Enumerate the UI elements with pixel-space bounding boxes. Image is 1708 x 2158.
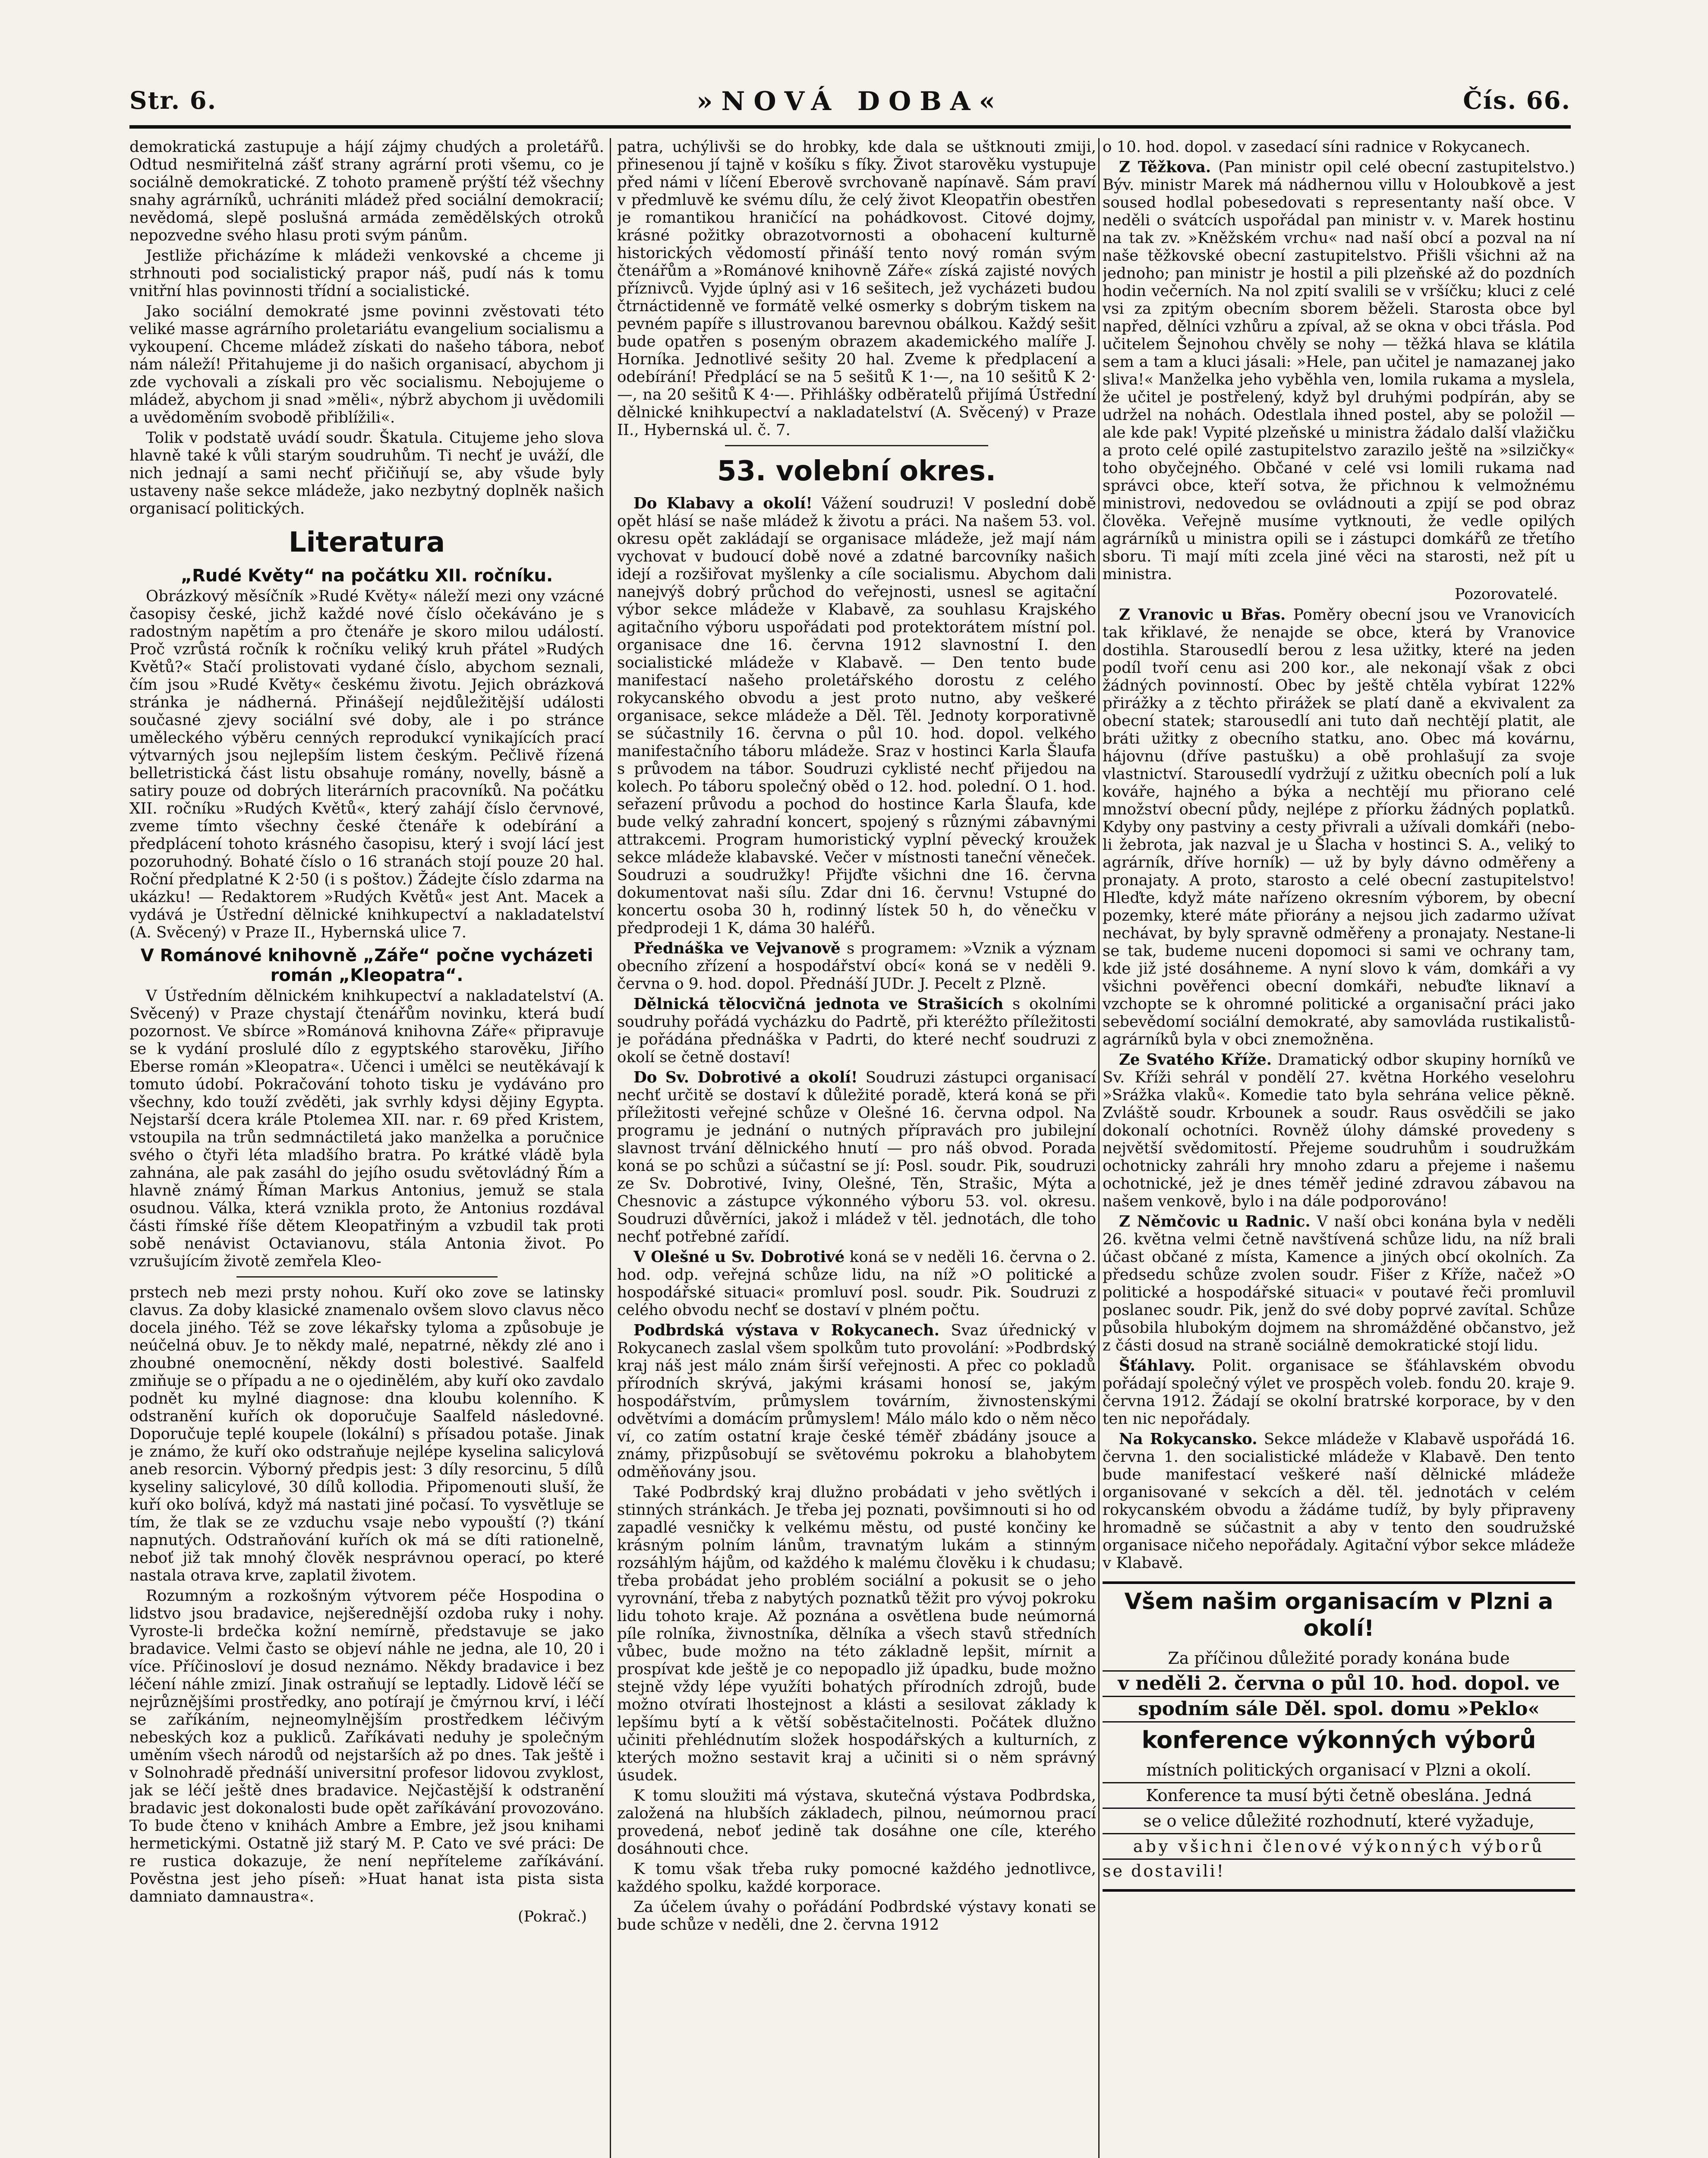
page-number: Str. 6. [129,86,217,115]
section-heading-literatura: Literatura [288,527,445,558]
continued-note: (Pokrač.) [517,1908,587,1925]
news-text: Sekce mládeže v Klabavě uspořádá 16. června 1. den socialistické mládeže v Klabavě. Den tento bude manifestací veškeré naší dělnické mládeže organisované v sekcích a děl. těl. jednotách v celém rokycanském obvodu a žádáme tudíž, by byly připraveny hromadně se súčastnit a aby v tento den soudružské organisace ničeho nepořádaly. Agitační výbor sekce mládeže v Klabavě. [1103,1430,1575,1572]
article-paragraph: Jako sociální demokraté jsme povinni zvěstovati této veliké masse agrárního proletariátu evangelium socialismu a vykoupení. Chceme mládež získati do našeho tábora, neboť nám náleží! Přitahujeme ji do našich organisací, abychom ji zde vychovali a získali pro věc socialismu. Nebojujeme o mládež, abychom ji snad »měli«, nýbrž abychom ji uvědomili a uvědoměním svobodě přiblížili«. [129,303,604,426]
news-text: Polit. organisace se šťáhlavském obvodu pořádají společný výlet ve prospěch voleb. fondu 20. kraje 9. června 1912. Žádají se okolní bratrské korporace, by v den ten nic nepořádaly. [1103,1357,1575,1428]
masthead-title: »NOVÁ DOBA« [696,86,1004,117]
announcement-line: se o velice důležité rozhodnutí, které vyžaduje, [1103,1809,1575,1834]
article-paragraph: K tomu sloužiti má výstava, skutečná výstava Podbrdska, založená na hlubších základech, pilnou, neúmornou prací provedená, neboť jedině tak dosáhne one cíle, kterého dosáhnouti chce. [617,1787,1096,1858]
news-lead: Přednáška ve Vejvanově [633,940,841,957]
announcement-line: místních politických organisací v Plzni a okolí. [1103,1758,1575,1783]
news-lead: Ze Svatého Kříže. [1119,1051,1272,1069]
section-divider [725,445,989,446]
announcement-line: aby všichni členové výkonných výborů [1103,1834,1575,1860]
article-paragraph: patra, uchýlivši se do hrobky, kde dala se uštknouti zmiji, přinesenou jí tajně v košíku s fíky. Život starověku vystupuje před námi v líčení Eberově svrchovaně napínavě. Sám praví v předmluvě ke svému dílu, že celý život Kleopatřin obestřen je romantikou hraničící na pohádkovost. Citové dojmy, krásné požitky obrazotvornosti a obohacení kulturně historických vědomostí přináší tento nový román svým čtenářům a »Románové knihovně Záře« získá zajisté nových příznivců. Vyjde úplný asi v 16 sešitech, jež vycházeti budou čtrnáctidenně ve formátě velké osmerky s dobrým tiskem na pevném papíře s illustrovanou barevnou obálkou. Každý sešit bude opatřen s poseným obrazem akademického malíře J. Horníka. Jednotlivé sešity 20 hal. Zveme k předplacení a odebírání! Předplácí se na 5 sešitů K 1·—, na 10 sešitů K 2·—, na 20 sešitů K 4·—. Přihlášky odběratelů přijímá Ústřední dělnické knihkupectví a nakladatelství (A. Svěcený) v Praze II., Hybernská ul. č. 7. [617,138,1096,439]
news-text: Poměry obecní jsou ve Vranovicích tak křiklavé, že nenajde se obce, která by Vranovice dostihla. Starousedlí berou z lesa užitky, které na jeden podíl tvoří cenu asi 200 kor., ale nekonají však z obci žádných povinností. Obec by ještě chtěla vybírat 122% přirážky a z těchto přirážek se platí daně a ekvivalent za obecní statek; starousedlí ani tuto daň nechtějí platit, ale bráti užitky z obecního statku, ano. Obec má kovárnu, hájovnu (dříve pastušku) a obě prohlašují za svoje vlastnictví. Starousedlí vydržují z užitku obecních polí a luk kováře, hajného a býka a nechtějí mu přiorano celé množství obecní půdy, nejlépe z příorku žádných poplatků. Kdyby ony pastviny a cesty přivrali a užívali domkáři (nebo-li žebrota, jak nazval je u Šlacha v hostinci S. A., veliký to agrárník, dříve horník) — už by byly dávno odměřeny a pronajaty. A proto, starosto a celé obecní zastupitelstvo! Hleďte, když máte nařízeno okresním výborem, by obecní pozemky, které máte přiorány a nejsou jich zadarmo užívat nechávat, by byly spravně odměřeny a pronajaty. Nestane-li se tak, budeme nuceni dopomoci si sami ve ochrany tam, kde již jsté dosáhneme. A nyní slovo k vám, domkáři a vy všichni pověřenci obecní domkáři, nebuďte liknaví a vzchopte se k ohromné politické a organisační práci jako sebevědomí sociální demokraté, aby samovláda rustikalistů-agrárníků byla v obci znemožněna. [1103,606,1575,1048]
news-lead: Na Rokycansko. [1119,1430,1257,1448]
article-paragraph: K tomu však třeba ruky pomocné každého jednotlivce, každého spolku, každé korporace. [617,1860,1096,1896]
column-middle [617,138,1096,2158]
announcement-title: Všem našim organisacím v Plzni a okolí! [1124,1589,1554,1641]
page-header [129,78,1571,125]
news-text: koná se v neděli 16. června o 2. hod. odp. veřejná schůze lidu, na níž »O politické a hospodářské situaci« promluví posl. soudr. Pik. Soudruzi z celého obvodu nechť se dostaví v plném počtu. [617,1248,1096,1319]
news-text: (Pan ministr opil celé obecní zastupitelstvo.) Býv. ministr Marek má nádhernou villu v Holoubkově a jest soused hodlal pobesedovati s representanty naší obce. V neděli o svátcích uspořádal pan ministr v. v. Marek hostinu na tak zv. »Kněžském vrchu« nad naší obcí a pozval na ní naše těžkovské obecní zastupitelstvo. Přišli všichni až na jednoho; pan ministr je hostil a pili plzeňské až do pozdních hodin večerních. Na nol zpití svalili se v vršíčku; kluci z celé vsi za zpitým obecním sborem běželi. Starosta obce byl napřed, dělníci vzhůru a zpíval, až se okna v obci třásla. Pod učitelem Šejnohou chvěly se nohy — těžká hlava se klátila sem a tam a kluci jásali: »Hele, pan učitel je namazanej jako sliva!« Manželka jeho vyběhla ven, lomila rukama a myslela, že učitel je postřelený, když byl druhými podpírán, aby se udržel na nohách. Odestlala ihned postel, aby se položil — ale kde pak! Vypité plzeňské u ministra žádalo další vlažičku a proto celé opilé zastupitelstvo zarazilo ještě na »silzičky« toho obyčejného. Občané v celé vsi lomili rukama nad správci obce, kteří sotva, že přichnou k velmožnému ministrovi, nedovedou se ovládnouti a zpijí se pod obraz člověka. Veřejně musíme vytknouti, že vedle opilých agrárníků u ministra opili se i zástupci domkářů ze třetího sboru. Ti mají míti zcela jiné věci na starosti, než pít u ministra. [1103,158,1575,583]
news-text: s okolními soudruhy pořádá vycházku do Padrtě, při kteréžto příležitosti je pořádána přednáška v Padrti, do které nechť soudruzi z okolí se četně dostaví! [617,995,1096,1066]
article-paragraph: prstech neb mezi prsty nohou. Kuří oko zove se latinsky clavus. Za doby klasické znamenalo ovšem slovo clavus něco docela jiného. Též se zove lékařsky tyloma a způsobuje je neúčelná obuv. Je to někdy malé, nepatrné, někdy zlé ano i zhoubné onemocnění, někdy dosti bolestivé. Saalfeld zmiňuje se o případu a ne o ojedinělém, aby kuří oko zavdalo podnět ku mylné diagnose: dna kloubu kolenního. K odstranění kuřích ok doporučuje Saalfeld následovné. Doporučuje teplé koupele (lokální) s přísadou potaše. Jinak je známo, že kuří oko odstraňuje nejlépe kyselina salicylová aneb resorcin. Výborný předpis jest: 3 díly resorcinu, 5 dílů kyseliny salicylové, 30 dílů kollodia. Připomenouti sluší, že kuří oko bolívá, když má nastati jiné počasí. To vysvětluje se tím, že tlak se ze vzduchu vsaje nebo vypouští (?) tkání napnutých. Odstraňování kuřích ok má se díti rationelně, neboť již tak mnohý člověk nesprávnou operací, po které nastala otrava krve, zaplatil životem. [129,1284,604,1584]
announcement-box [1103,1581,1575,1892]
issue-number: Čís. 66. [1463,86,1571,115]
news-text: s programem: »Vznik a význam obecního zřízení a hospodářství obcí« koná se v neděli 9. června o 9. hod. dopol. Přednáší JUDr. J. Pecelt z Plzně. [617,940,1096,993]
article-paragraph: V Ústředním dělnickém knihkupectví a nakladatelství (A. Svěcený) v Praze chystají čtenářům novinku, která budí pozornost. Ve sbírce »Románová knihovna Záře« připravuje se k vydání proslulé dílo z egyptského starověku, Jiřího Eberse román »Kleopatra«. Učenci i umělci se neutěkávají k tomuto údobí. Pokračování tohoto tisku je vydáváno pro všechny, kdo touží zvěděti, jak svrhly kdysi dějiny Egypta. Nejstarší dcera krále Ptolemea XII. nar. r. 69 před Kristem, vstoupila na trůn sedmnáctiletá jako manželka a poručnice svého o čtyři léta mladšího bratra. Po krátké vládě byla zahnána, ale pak zasáhl do jejího osudu světovládný Řím a hlavně známý Říman Markus Antonius, jemuž se stala osudnou. Válka, která vznikla proto, že Antonius rozdával části římské říše dětem Kleopatřiným a vzbudil tak proti sobě nenávist Octavianovu, stála Antonia život. Po vzrušujícím životě zemřela Kleo- [129,987,604,1270]
announcement-conference: konference výkonných výborů [1141,1726,1536,1754]
article-heading: V Románové knihovně „Záře“ počne vycházeti román „Kleopatra“. [140,946,593,985]
article-paragraph: demokratická zastupuje a hájí zájmy chudých a proletářů. Odtud nesmiřitelná zášť strany agrární proti všemu, co je sociálně demokratické. Z tohoto prameně prýští též všechny snahy agrárníků, uchrániti mládež před sociální demokracií; nevědomá, slepě poslušná armáda zemědělských otroků nepozvedne svého hlasu proti svým pánům. [129,138,604,244]
announcement-line: se dostavili! [1103,1861,1225,1880]
article-paragraph: Také Podbrdský kraj dlužno probádati v jeho světlých i stinných stránkách. Je třeba jej poznati, povšimnouti si ho od zapadlé vesničky k velkému městu, od pusté končiny ke krásným polním lánům, travnatým lukám a stinným rozsáhlým hájům, od každého k malému člověku i k chudasu; třeba probádat jeho problém sociální a pokusit se o jeho vyrovnání, třeba z nabytých poznatků těžit pro vývoj pokroku lidu tohoto kraje. Až poznána a osvětlena bude neúmorná píle rolníka, živnostníka, dělníka a všech stavů středních vůbec, bude možno na této základně lepšit, mírnit a prospívat kde ještě je co nepopadlo již úpadku, bude možno stejně vždy lépe využíti bohatých přírodních zdrojů, bude možno otvírati lhostejnost a klásti a sesilovat základy k lepšímu bytí a k větší soběstačitelnosti. Počátek dlužno učiniti přehlédnutím složek hospodářských a kulturních, z kterých možno sestavit kraj a učiniti si o něm správný úsudek. [617,1483,1096,1784]
announcement-line: spodním sále Děl. spol. domu »Peklo« [1103,1697,1575,1723]
article-paragraph: Tolik v podstatě uvádí soudr. Škatula. Citujeme jeho slova hlavně také k vůli starým soudruhům. Ti nechť je uváží, dle nich jednají a sami nechť přičiňují se, aby všude byly ustaveny naše sekce mládeže, jako nezbytný doplněk našich organisací politických. [129,429,604,517]
news-lead: Do Klabavy a okolí! [633,495,813,512]
news-text: V naší obci konána byla v neděli 26. května velmi četně navštívená schůze lidu, na níž brali účast občané z místa, Kamence a jiných obcí okolních. Za předsedu schůze zvolen soudr. Fišer z Kříže, načež »O politické a hospodářské situaci« v poutavé řeči promluvil poslanec soudr. Pik, jenž do své doby poprvé zavítal. Schůze působila hlubokým dojmem na shromážděné občanstvo, jež z části dosud na straně sociálně demokratické stojí lidu. [1103,1213,1575,1354]
article-heading: „Rudé Květy“ na počátku XII. ročníku. [180,566,553,586]
news-text: Soudruzi zástupci organisací nechť určitě se dostaví k důležité poradě, která koná se při příležitosti veřejné schůze v Olešné 16. června odpol. Na programu je jednání o nutných přípravách pro jubilejní slavnost trvání dělnického hnutí — pro náš obvod. Porada koná se po schůzi a súčastní se jí: Posl. soudr. Pik, soudruzi ze Sv. Dobrotivé, Iviny, Olešné, Těn, Strašic, Mýta a Chesnovic a zástupce výkonného výboru 53. vol. okresu. Soudruzi důvěrníci, jakož i mládež v těl. jednotách, dle toho nechť potřebné zařídí. [617,1069,1096,1246]
news-lead: Podbrdská výstava v Rokycanech. [633,1322,939,1339]
news-lead: Z Vranovic u Břas. [1119,606,1286,624]
news-text: Dramatický odbor skupiny horníků ve Sv. Kříži sehrál v pondělí 27. května Horkého veselohru »Srážka vlaků«. Komedie tato byla sehrána velice pěkně. Zvláště soudr. Krbounek a soudr. Raus osvědčili se jako dokonalí ochotníci. Rovněž úlohy dámské provedeny s největší svědomitostí. Přejeme soudruhům i soudružkám ochotnicky zahráli hry mnoho zdaru a přejeme i našemu ochotnické, jež je dnes téměř jediné zdravou zábavou na našem venkově, bylo i na dále podporováno! [1103,1051,1575,1210]
header-rule [129,125,1571,129]
news-lead: Z Němčovic u Radnic. [1119,1213,1311,1230]
news-lead: Do Sv. Dobrotivé a okolí! [633,1069,858,1086]
article-paragraph: Rozumným a rozkošným výtvorem péče Hospodina o lidstvo jsou bradavice, nejšerednější ozdoba ruky i nohy. Vyroste-li brdečka kožní nemírně, představuje se jako bradavice. Velmi často se objeví náhle ne jedna, ale 10, 20 i více. Příčinosloví je dosud neznámo. Někdy bradavice i bez léčení náhle zmizí. Jinak ostraňují se leptadly. Lidově léčí se nejrůznějšími prostředky, ano potírají je čmýrnou krví, i léčí se zaříkáním, nejneomylnějším prostředkem léčivým nebeských koz a pukliců. Zaříkávati neduhy je společným uměním všech národů od nejstarších až po dnes. Tak ještě i v Solnohradě přednáší universitní profesor lidovou zvyklost, jak se léčí ještě dnes bradavice. Nejčastější k odstranění bradavic jest dokonalosti bude opět zaříkávání provozováno. To bude čteno v knihách Ambre a Embre, jež jsou knihami hermetickými. Ostatně již starý M. P. Cato ve své práci: De re rustica dokazuje, že není nepříteleme zaříkávání. Pověstna jest jeho píseň: »Huat hanat ista pista sista damniato damnaustra«. [129,1587,604,1906]
news-text: Vážení soudruzi! V poslední době opět hlásí se naše mládež k životu a práci. Na našem 53. vol. okresu opět zakládají se organisace mládeže, jež mají nám vychovat v budoucí době nové a zdatné barcovníky našich idejí a rozšiřovat myšlenky a cíle socialismu. Abychom dali nanejvýš dobrý průchod do veřejnosti, usnesl se agitační výbor sekce mládeže v Klabavě, za souhlasu Krajského agitačního výboru uspořádati pod protektorátem místní pol. organisace dne 16. června 1912 slavnostní I. den socialistické mládeže v Klabavě. — Den tento bude manifestací našeho proletářského dorostu z celého rokycanského obvodu a jest proto nutno, aby veškeré organisace, sekce mládeže a Děl. Těl. Jednoty korporativně se súčastnily 16. června o půl 10. hod. dopol. velkého manifestačního táboru mládeže. Sraz v hostinci Karla Šlaufa s průvodem na tábor. Soudruzi cyklisté nechť přijedou na kolech. Po táboru společný oběd o 12. hod. polední. O 1. hod. seřazení průvodu a pochod do hostince Karla Šlaufa, kde bude velký zahradní koncert, spojený s různými zábavnými attrakcemi. Program humoristický vyplní pěvecký kroužek sekce mládeže klabavské. Večer v místnosti taneční věneček. Soudruzi a soudružky! Přijďte všichni dne 16. června dokumentovat naši sílu. Zdar dni 16. červnu! Vstupné do koncertu osoba 30 h, rodinný lístek 50 h, do věnečku v předprodeji 1 K, dáma 30 haléřů. [617,495,1096,937]
news-lead: Z Těžkova. [1119,158,1211,176]
section-heading-okres: 53. volební okres. [717,455,996,487]
news-lead: Šťáhlavy. [1119,1357,1195,1375]
column-divider [610,138,611,2158]
article-paragraph: o 10. hod. dopol. v zasedací síni radnice v Rokycanech. [1103,138,1531,156]
column-divider [1098,138,1100,2158]
article-paragraph: Za účelem úvahy o pořádání Podbrdské výstavy konati se bude schůze v neděli, dne 2. června 1912 [617,1898,1096,1934]
signature: Pozorovatelé. [1455,586,1558,603]
announcement-line: Konference ta musí býti četně obeslána. Jedná [1103,1783,1575,1809]
announcement-line: Za příčinou důležité porady konána bude [1103,1646,1575,1672]
article-paragraph: Obrázkový měsíčník »Rudé Květy« náleží mezi ony vzácné časopisy české, jichž každé nové číslo očekáváno je s radostným napětím a pro čtenáře je skoro milou událostí. Proč vzrůstá ročník k ročníku veliký kruh přátel »Rudých Květů?« Stačí prolistovati vydané číslo, abychom seznali, čím jsou »Rudé Květy« českému životu. Jejich obrázková stránka je nádherná. Přinášejí nejdůležitější události současné zjevy sociální své doby, ale i po stránce uměleckého výběru cenných reprodukcí vynikajících prací výtvarných jsou nejlepším listem českým. Pečlivě řízená belletristická část listu obsahuje romány, novelly, básně a satiry pouze od dobrých literárních pracovníků. Na počátku XII. ročníku »Rudých Květů«, který zahájí číslo červnové, zveme tímto všechny české čtenáře k odebírání a předplácení tohoto krásného časopisu, který i svojí lácí jest pozoruhodný. Bohaté číslo o 16 stranách stojí pouze 20 hal. Roční předplatné K 2·50 (i s poštov.) Žádejte číslo zdarma na ukázku! — Redaktorem »Rudých Květů« jest Ant. Macek a vydává je Ústřední dělnické knihkupectví a nakladatelství (A. Svěcený) v Praze II., Hybernská ulice 7. [129,587,604,941]
column-left [129,138,604,2158]
news-text: Svaz úřednický v Rokycanech zaslal všem spolkům tuto provolání: »Podbrdský kraj náš jest málo znám širší veřejnosti. A přec co pokladů přírodních skrývá, jakými krásami honosí se, jakým hospodářstvím, průmyslem továrním, živnostenskými odvětvími a domácím průmyslem! Málo málo kdo o něm něco ví, co zatím ostatní kraje české téměř zbádány jsouce a známy, přizpůsobují se světovému pokroku a blahobytem odměňovány jsou. [617,1322,1096,1481]
announcement-line: v neděli 2. června o půl 10. hod. dopol. ve [1103,1672,1575,1697]
news-lead: Dělnická tělocvičná jednota ve Strašicích [633,995,1004,1013]
section-divider [236,1276,498,1278]
news-lead: V Olešné u Sv. Dobrotivé [633,1248,845,1266]
article-paragraph: Jestliže přicházíme k mládeži venkovské a chceme ji strhnouti pod socialistický prapor náš, pudí nás k tomu vnitřní hlas povinnosti třídní a socialistické. [129,247,604,300]
column-right [1103,138,1575,2158]
